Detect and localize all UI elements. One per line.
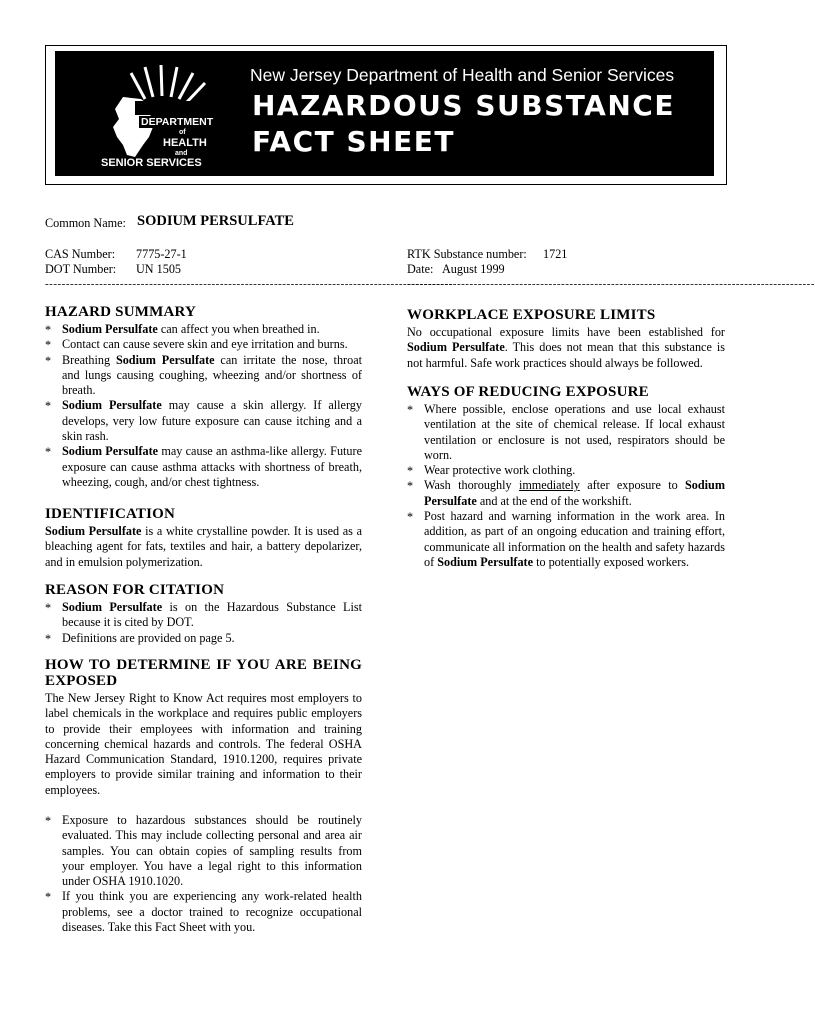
- logo-line-6: SENIOR SERVICES: [101, 157, 202, 169]
- nj-state-logo: [83, 61, 263, 171]
- hazard-bullet-5: * Sodium Persulfate may cause an asthma-like allergy. Future exposure can cause asthma attacks with shortness of breath, wheezing, cough, and/or chest tightness.: [45, 444, 362, 490]
- hazard-bullet-1: * Sodium Persulfate can affect you when breathed in.: [45, 322, 362, 337]
- rtk-number-label: RTK Substance number:: [407, 247, 527, 261]
- date-value: August 1999: [442, 262, 505, 276]
- how-exposed-paragraph: The New Jersey Right to Know Act requires most employers to label chemicals in the workplace and requires public employers to provide their employees with information and training concerning chemical hazards and controls. The federal OSHA Hazard Communication Standard, 1910.1200, requires private employers to provide similar training and information to their employees.: [45, 691, 362, 797]
- reason-list: [45, 600, 362, 646]
- reason-bullet-1: * Sodium Persulfate is on the Hazardous Substance List because it is cited by DOT.: [45, 600, 362, 631]
- exposed-bullet-1: * Exposure to hazardous substances should be routinely evaluated. This may include collecting personal and area air samples. You can obtain copies of sampling results from your employer. You have a legal right to this information under OSHA 1910.1020.: [45, 813, 362, 889]
- workplace-limits-text: No occupational exposure limits have been established for Sodium Persulfate. This does not mean that this substance is not harmful. Safe work practices should always be followed.: [407, 325, 725, 370]
- common-name-value: SODIUM PERSULFATE: [137, 213, 294, 229]
- header-banner: [55, 51, 714, 176]
- document-title-line-2: FACT SHEET: [252, 125, 455, 158]
- identification-heading: IDENTIFICATION: [45, 506, 176, 522]
- reducing-exposure-list: [407, 402, 725, 570]
- cas-number-label: CAS Number:: [45, 247, 116, 261]
- reason-bullet-2: * Definitions are provided on page 5.: [45, 631, 362, 646]
- hazard-summary-heading: HAZARD SUMMARY: [45, 304, 197, 320]
- logo-line-3: of: [179, 129, 186, 136]
- hazard-bullet-3: * Breathing Sodium Persulfate can irritate the nose, throat and lungs causing coughing, wheezing and/or shortness of breath.: [45, 353, 362, 399]
- workplace-limits-heading: WORKPLACE EXPOSURE LIMITS: [407, 307, 656, 323]
- left-divider: --------------------------------------------------------------------------------------------------: [45, 278, 453, 290]
- reducing-bullet-2: * Wear protective work clothing.: [407, 463, 725, 478]
- reducing-bullet-1: * Where possible, enclose operations and use local exhaust ventilation at the site of chemical release. If local exhaust ventilation or enclosure is not used, respirators should be worn.: [407, 402, 725, 463]
- hazard-summary-list: [45, 322, 362, 490]
- reducing-bullet-3: * Wash thoroughly immediately after exposure to Sodium Persulfate and at the end of the workshift.: [407, 478, 725, 509]
- exposed-bullet-2: * If you think you are experiencing any work-related health problems, see a doctor trained to recognize occupational diseases. Take this Fact Sheet with you.: [45, 889, 362, 935]
- hazard-bullet-2: * Contact can cause severe skin and eye irritation and burns.: [45, 337, 362, 352]
- logo-line-4: HEALTH: [163, 137, 207, 149]
- dot-number-value: UN 1505: [136, 262, 182, 276]
- reducing-exposure-heading: WAYS OF REDUCING EXPOSURE: [407, 384, 649, 400]
- logo-line-2: DEPARTMENT: [141, 116, 214, 128]
- logo-line-1: NEW JERSEY: [137, 101, 216, 115]
- reducing-bullet-4: * Post hazard and warning information in the work area. In addition, as part of an ongoing education and training effort, communicate all information on the health and safety hazards of Sodium Persulfate to potentially exposed workers.: [407, 509, 725, 570]
- right-divider: --------------------------------------------------------------------------------------------------: [407, 278, 815, 290]
- dot-number-label: DOT Number:: [45, 262, 117, 276]
- common-name-label: Common Name:: [45, 216, 126, 230]
- identification-text: Sodium Persulfate is a white crystalline powder. It is used as a bleaching agent for fats, textiles and hair, a battery depolarizer, and in emulsion polymerization.: [45, 524, 362, 569]
- document-title-line-1: HAZARDOUS SUBSTANCE: [252, 89, 675, 122]
- logo-line-5: and: [175, 150, 188, 157]
- agency-name: New Jersey Department of Health and Senior Services: [250, 65, 675, 85]
- how-exposed-heading: HOW TO DETERMINE IF YOU ARE BEING EXPOSED: [45, 657, 362, 689]
- rtk-number-value: 1721: [543, 247, 568, 261]
- how-exposed-list: [45, 813, 362, 935]
- reason-heading: REASON FOR CITATION: [45, 582, 225, 598]
- cas-number-value: 7775-27-1: [136, 247, 187, 261]
- date-label: Date:: [407, 262, 434, 276]
- hazard-bullet-4: * Sodium Persulfate may cause a skin allergy. If allergy develops, very low future exposure can cause itching and a skin rash.: [45, 398, 362, 444]
